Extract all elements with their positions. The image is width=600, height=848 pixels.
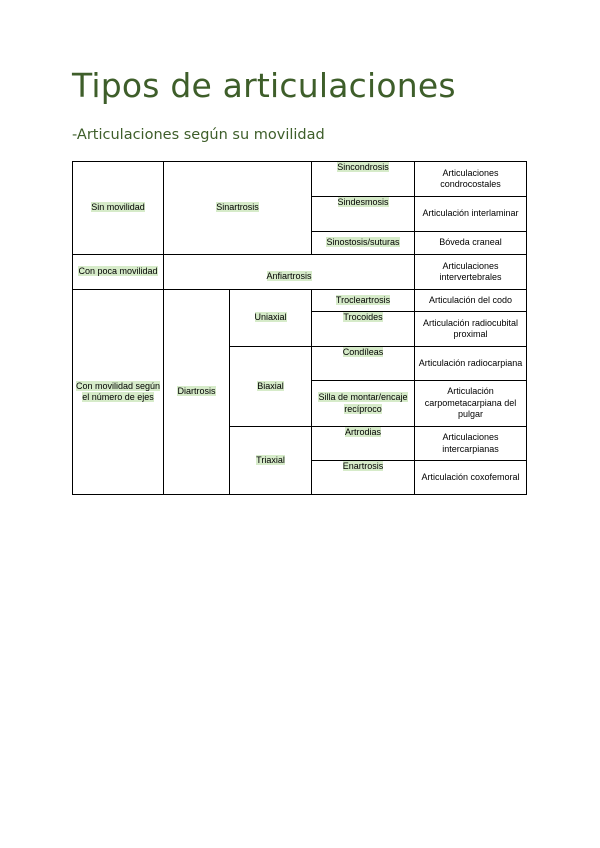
subtype-label: Sincondrosis [337, 162, 389, 172]
example-cell: Articulación carpometacarpiana del pulgar [415, 381, 527, 427]
subtype-cell [312, 162, 415, 197]
subtype-cell [312, 232, 415, 255]
category-cell [73, 162, 164, 255]
subtype-cell [312, 290, 415, 312]
axis-cell [230, 347, 312, 427]
subtype-cell [312, 312, 415, 347]
example-cell: Articulaciones condrocostales [415, 162, 527, 197]
example-cell: Articulación interlaminar [415, 197, 527, 232]
example-cell: Articulaciones intercarpianas [415, 427, 527, 461]
subtype-label: Trocleartrosis [335, 294, 391, 305]
type-label: Sinartrosis [216, 202, 259, 213]
subtype-cell [312, 461, 415, 495]
category-cell [73, 255, 164, 290]
category-label: Con movilidad según el número de ejes [75, 380, 161, 402]
example-cell: Bóveda craneal [415, 232, 527, 255]
subtype-label: Silla de montar/encaje recíproco [318, 392, 408, 414]
category-cell [73, 290, 164, 495]
subtype-cell [312, 347, 415, 381]
table-row [73, 162, 527, 197]
type-cell [164, 255, 415, 290]
page-title: Tipos de articulaciones [72, 66, 456, 105]
axis-label: Triaxial [256, 454, 285, 465]
subtype-label: Artrodias [345, 427, 382, 437]
axis-cell [230, 427, 312, 495]
example-cell: Articulación coxofemoral [415, 461, 527, 495]
subtype-cell [312, 197, 415, 232]
subtype-label: Enartrosis [342, 461, 384, 471]
subtype-label: Sindesmosis [337, 197, 389, 207]
page-subtitle: -Articulaciones según su movilidad [72, 127, 325, 143]
type-label: Anfiartrosis [266, 271, 312, 282]
axis-label: Uniaxial [254, 312, 287, 323]
example-cell: Articulación del codo [415, 290, 527, 312]
table-row [73, 290, 527, 312]
example-cell: Articulación radiocarpiana [415, 347, 527, 381]
subtype-cell [312, 427, 415, 461]
subtype-label: Condíleas [342, 347, 384, 357]
example-cell: Articulación radiocubital proximal [415, 312, 527, 347]
axis-cell [230, 290, 312, 347]
subtype-label: Sinostosis/suturas [326, 237, 400, 248]
joint-types-table [72, 161, 527, 495]
category-label: Con poca movilidad [78, 266, 158, 277]
subtype-cell [312, 381, 415, 427]
category-label: Sin movilidad [91, 202, 145, 213]
type-cell [164, 162, 312, 255]
subtype-label: Trocoides [343, 312, 383, 322]
axis-label: Biaxial [257, 380, 284, 391]
type-label: Diartrosis [177, 386, 216, 397]
example-cell: Articulaciones intervertebrales [415, 255, 527, 290]
table-row [73, 255, 527, 290]
type-cell [164, 290, 230, 495]
